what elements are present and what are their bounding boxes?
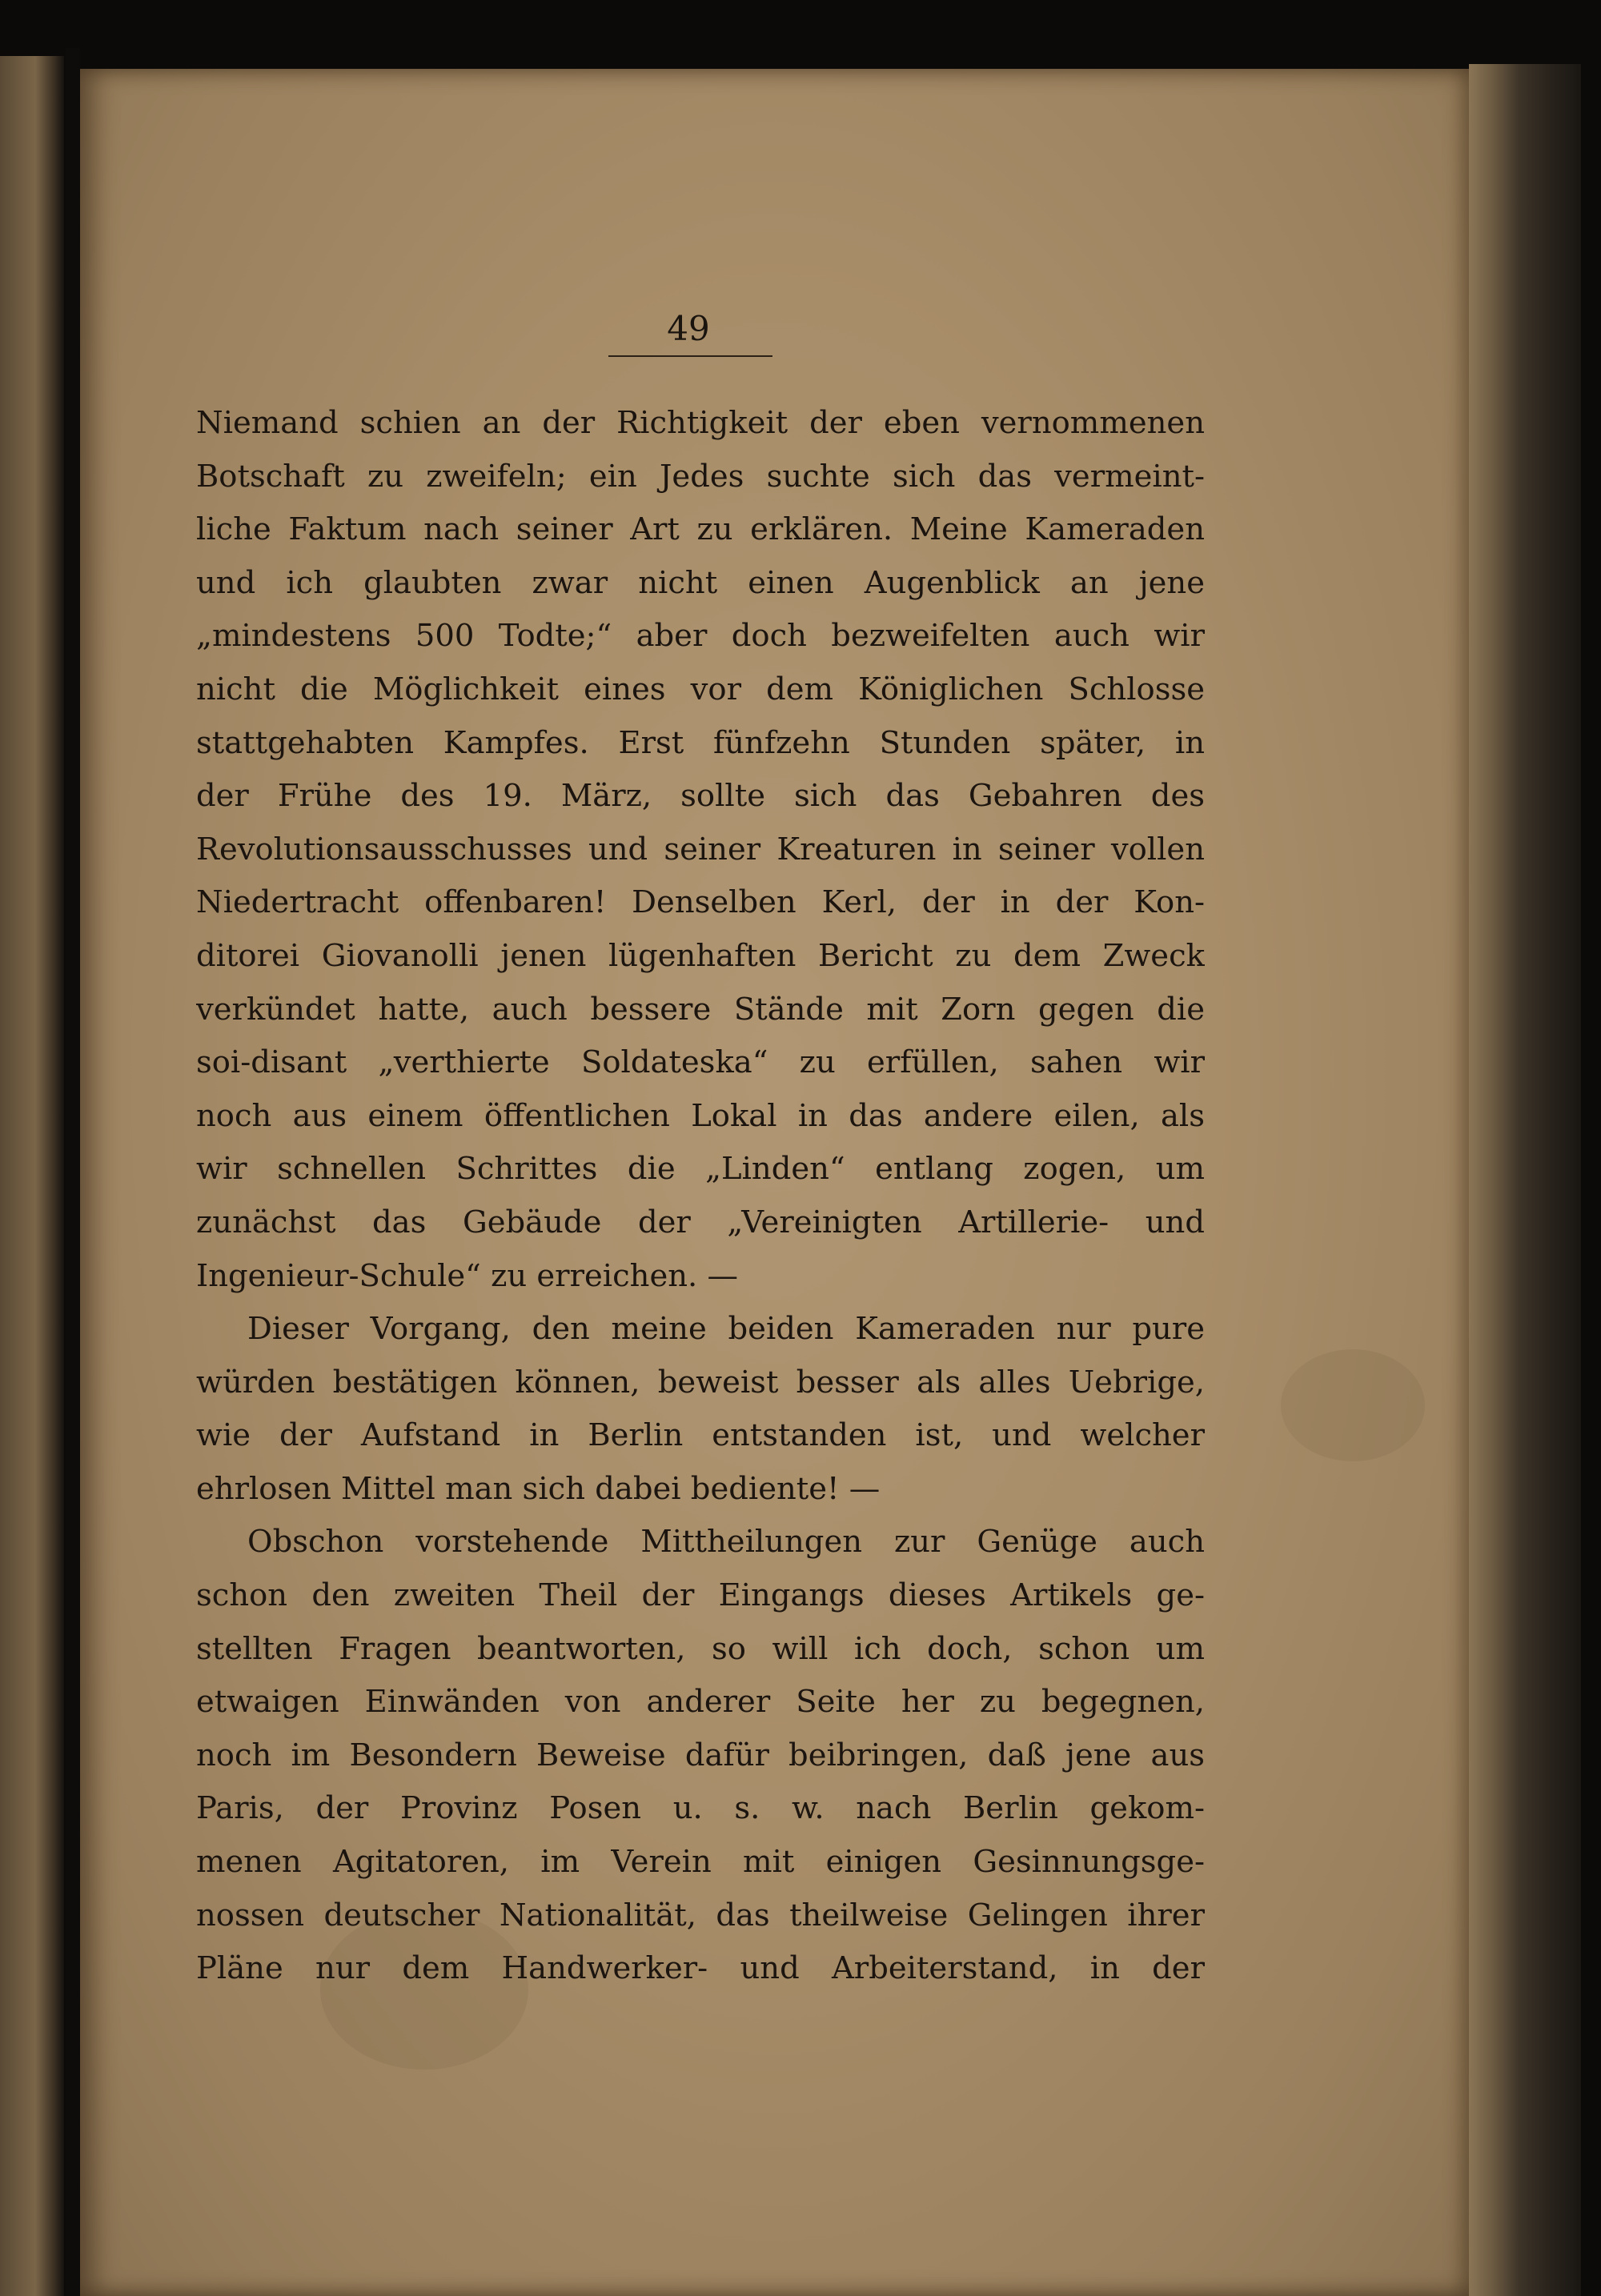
text-line: und ich glaubten zwar nicht einen Augenblick an jene — [196, 564, 1205, 601]
text-line: stattgehabten Kampfes. Erst fünfzehn Stunden später, in — [196, 724, 1205, 761]
book-spine — [66, 48, 80, 2296]
page-number-rule — [608, 355, 772, 357]
previous-page-edge — [0, 56, 64, 2296]
book-cover-edge — [1469, 64, 1581, 2296]
text-line: nossen deutscher Nationalität, das theilweise Gelingen ihrer — [196, 1897, 1205, 1933]
text-line: Paris, der Provinz Posen u. s. w. nach Berlin gekom- — [196, 1790, 1205, 1827]
text-line: menen Agitatoren, im Verein mit einigen Gesinnungsge- — [196, 1844, 1205, 1881]
text-line: wie der Aufstand in Berlin entstanden ist, und welcher — [196, 1417, 1205, 1454]
text-line: verkündet hatte, auch bessere Stände mit Zorn gegen die — [196, 991, 1205, 1028]
text-line: ditorei Giovanolli jenen lügenhaften Bericht zu dem Zweck — [196, 937, 1205, 974]
text-line: Dieser Vorgang, den meine beiden Kameraden nur pure — [247, 1311, 1205, 1348]
text-line: der Frühe des 19. März, sollte sich das Gebahren des — [196, 778, 1205, 815]
text-line: stellten Fragen beantworten, so will ich doch, schon um — [196, 1630, 1205, 1667]
text-line: schon den zweiten Theil der Eingangs dieses Artikels ge- — [196, 1577, 1205, 1614]
text-line: Ingenieur-Schule“ zu erreichen. — — [196, 1257, 739, 1294]
text-line: Pläne nur dem Handwerker- und Arbeiterstand, in der — [196, 1950, 1205, 1987]
text-line: etwaigen Einwänden von anderer Seite her zu begegnen, — [196, 1684, 1205, 1721]
text-line: Niemand schien an der Richtigkeit der eben vernommenen — [196, 405, 1205, 441]
scan-background-top — [72, 0, 1601, 69]
text-line: würden bestätigen können, beweist besser als alles Uebrige, — [196, 1364, 1205, 1400]
text-line: Botschaft zu zweifeln; ein Jedes suchte sich das vermeint- — [196, 458, 1205, 495]
text-line: ehrlosen Mittel man sich dabei bediente! — — [196, 1470, 881, 1507]
text-line: Obschon vorstehende Mittheilungen zur Genüge auch — [247, 1524, 1205, 1561]
text-line: „mindestens 500 Todte;“ aber doch bezweifelten auch wir — [196, 618, 1205, 655]
text-line: liche Faktum nach seiner Art zu erklären. Meine Kameraden — [196, 511, 1205, 548]
text-line: wir schnellen Schrittes die „Linden“ entlang zogen, um — [196, 1151, 1205, 1188]
text-line: noch im Besondern Beweise dafür beibringen, daß jene aus — [196, 1737, 1205, 1773]
body-text — [196, 397, 1205, 1996]
text-line: Niedertracht offenbaren! Denselben Kerl, der in der Kon- — [196, 884, 1205, 921]
text-line: Revolutionsausschusses und seiner Kreaturen in seiner vollen — [196, 831, 1205, 868]
paper-stain — [1281, 1349, 1425, 1461]
text-line: noch aus einem öffentlichen Lokal in das andere eilen, als — [196, 1097, 1205, 1134]
text-line: zunächst das Gebäude der „Vereinigten Artillerie- und — [196, 1204, 1205, 1240]
page-number: 49 — [667, 309, 710, 348]
text-line: soi-disant „verthierte Soldateska“ zu erfüllen, sahen wir — [196, 1044, 1205, 1081]
text-line: nicht die Möglichkeit eines vor dem Königlichen Schlosse — [196, 671, 1205, 707]
